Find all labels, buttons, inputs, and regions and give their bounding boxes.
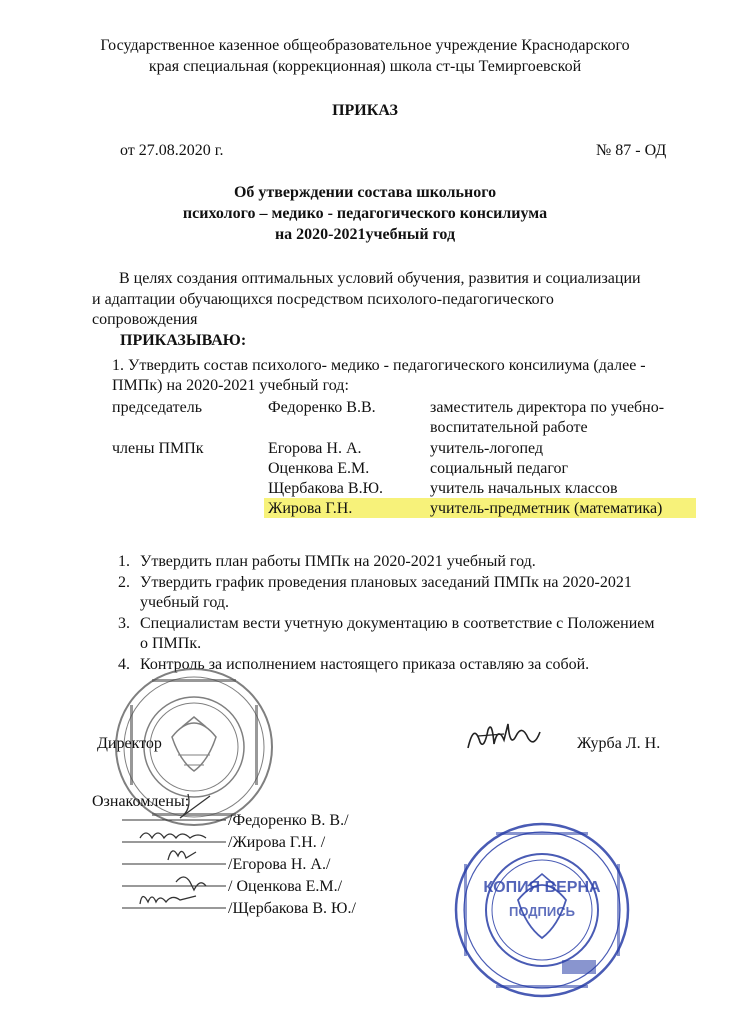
director-label: Директор [97, 735, 162, 752]
list-num: 1. [118, 553, 130, 570]
org-name-line1: Государственное казенное общеобразовательное учреждение Краснодарского [100, 37, 630, 54]
acquainted-name: /Федоренко В. В./ [228, 812, 349, 829]
item1-line1: 1. Утвердить состав психолого- медико - педагогического консилиума (далее - [112, 357, 646, 374]
member-position: учитель начальных классов [430, 480, 618, 497]
acquainted-name: /Щербакова В. Ю./ [228, 900, 356, 917]
members-role: члены ПМПк [112, 440, 204, 457]
intro-line1: В целях создания оптимальных условий обучения, развития и социализации [119, 270, 641, 287]
list-item: Утвердить план работы ПМПк на 2020-2021 учебный год. [140, 553, 536, 570]
intro-line3: сопровождения [92, 311, 198, 328]
subject-line1: Об утверждении состава школьного [233, 184, 497, 201]
acquainted-name: / Оценкова Е.М./ [228, 878, 343, 895]
director-name: Журба Л. Н. [577, 735, 661, 752]
stamp-signature-text: ПОДПИСЬ [509, 904, 575, 919]
list-item: Контроль за исполнением настоящего приказа оставляю за собой. [140, 656, 590, 673]
subject-line3: на 2020-2021учебный год [274, 226, 456, 243]
org-name-line2: края специальная (коррекционная) школа ст-цы Темиргоевской [148, 58, 582, 75]
list-item: Специалистам вести учетную документацию в соответствие с Положением [140, 615, 655, 632]
document-title: ПРИКАЗ [332, 102, 398, 119]
director-signature [464, 718, 544, 756]
stamp-copy-text: КОПИЯ ВЕРНА [483, 879, 601, 896]
acquainted-label: Ознакомлены: [92, 793, 190, 810]
member-position: социальный педагог [430, 460, 569, 477]
acquainted-name: /Егорова Н. А./ [228, 856, 331, 873]
intro-line2: и адаптации обучающихся посредством психолого-педагогического [92, 291, 554, 308]
acquaintance-signatures [120, 790, 230, 915]
subject-line2: психолого – медико - педагогического консилиума [182, 205, 548, 222]
member-name: Егорова Н. А. [268, 440, 362, 457]
list-num: 2. [118, 574, 130, 591]
acquainted-name: /Жирова Г.Н. / [228, 834, 326, 851]
chair-position-line2: воспитательной работе [430, 419, 588, 436]
member-name: Жирова Г.Н. [268, 500, 353, 517]
chair-role: председатель [112, 399, 202, 416]
list-item-cont: учебный год. [140, 594, 230, 611]
member-position: учитель-предметник (математика) [430, 500, 663, 517]
list-num: 4. [118, 656, 130, 673]
chair-position-line1: заместитель директора по учебно- [430, 399, 665, 416]
member-position: учитель-логопед [430, 440, 544, 457]
list-item-cont: о ПМПк. [140, 635, 202, 652]
chair-name: Федоренко В.В. [268, 399, 376, 416]
order-heading: ПРИКАЗЫВАЮ: [120, 332, 247, 349]
member-name: Оценкова Е.М. [268, 460, 370, 477]
item1-line2: ПМПк) на 2020-2021 учебный год: [112, 377, 349, 394]
order-date: от 27.08.2020 г. [120, 142, 224, 159]
order-number: № 87 - ОД [596, 142, 667, 159]
list-item: Утвердить график проведения плановых заседаний ПМПк на 2020-2021 [140, 574, 632, 591]
blue-seal-stamp [452, 820, 632, 1000]
member-name: Щербакова В.Ю. [268, 480, 384, 497]
list-num: 3. [118, 615, 130, 632]
